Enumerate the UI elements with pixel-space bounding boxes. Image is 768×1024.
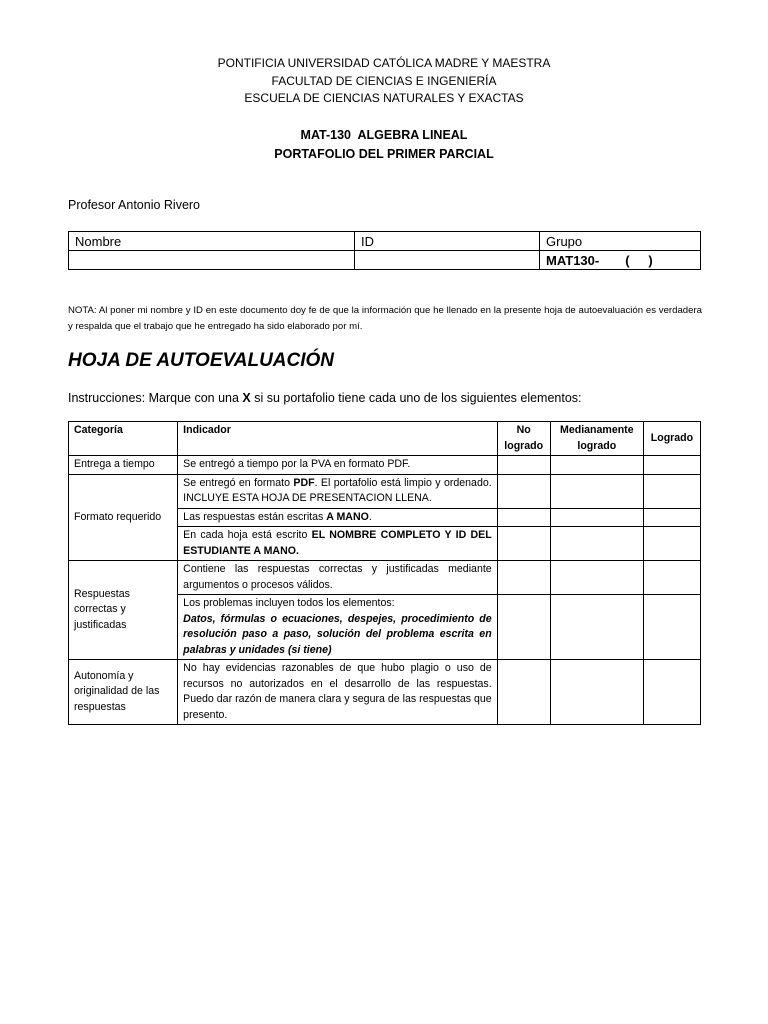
instructions-mark: X bbox=[242, 391, 251, 405]
check-no-achieved[interactable] bbox=[497, 456, 550, 475]
portfolio-title: PORTAFOLIO DEL PRIMER PARCIAL bbox=[274, 147, 494, 161]
page-title: HOJA DE AUTOEVALUACIÓN bbox=[68, 350, 335, 371]
check-no-achieved[interactable] bbox=[497, 660, 550, 725]
school-name: ESCUELA DE CIENCIAS NATURALES Y EXACTAS bbox=[244, 91, 524, 105]
check-medium[interactable] bbox=[550, 561, 643, 595]
header-medium: Medianamente logrado bbox=[550, 422, 643, 456]
check-achieved[interactable] bbox=[643, 474, 700, 508]
text-span: Se entregó en formato bbox=[183, 476, 294, 489]
check-achieved[interactable] bbox=[643, 660, 700, 725]
text-span-bold: PDF bbox=[293, 476, 315, 489]
indicator-answers-correct: Contiene las respuestas correctas y justificadas mediante argumentos o procesos válidos. bbox=[178, 561, 498, 595]
check-medium[interactable] bbox=[550, 595, 643, 660]
group-paren: ( ) bbox=[625, 252, 655, 268]
instructions-before: Instrucciones: Marque con una bbox=[68, 391, 243, 405]
check-medium[interactable] bbox=[550, 474, 643, 508]
faculty-name: FACULTAD DE CIENCIAS E INGENIERÍA bbox=[271, 73, 497, 88]
institution-header bbox=[0, 55, 768, 108]
professor-name: Profesor Antonio Rivero bbox=[68, 198, 201, 212]
header-indicator: Indicador bbox=[178, 422, 498, 456]
check-no-achieved[interactable] bbox=[497, 595, 550, 660]
check-achieved[interactable] bbox=[643, 508, 700, 527]
header-achieved: Logrado bbox=[643, 422, 700, 456]
category-answers: Respuestas correctas y justificadas bbox=[69, 561, 178, 660]
group-prefix: MAT130- bbox=[546, 252, 600, 268]
nota-text: NOTA: Al poner mi nombre y ID en este documento doy fe de que la información que he llenado en la presente hoja de autoevaluación es verdadera y respalda que el trabajo que he entregado ha sido elaborado por mí. bbox=[68, 305, 702, 332]
text-span: . bbox=[368, 510, 372, 523]
table-row bbox=[69, 561, 701, 595]
indicator-format-handwritten bbox=[178, 508, 498, 527]
name-label: Nombre bbox=[69, 232, 355, 251]
university-name: PONTIFICIA UNIVERSIDAD CATÓLICA MADRE Y MAESTRA bbox=[217, 56, 551, 70]
text-span: En cada hoja está escrito bbox=[183, 529, 312, 541]
indicator-answers-elements bbox=[178, 595, 498, 660]
student-id-table bbox=[68, 231, 701, 270]
text-span: Las respuestas están escritas bbox=[183, 510, 327, 523]
id-label: ID bbox=[355, 232, 540, 251]
header-no-achieved: No logrado bbox=[497, 422, 550, 456]
table-header-row bbox=[69, 422, 701, 456]
check-achieved[interactable] bbox=[643, 527, 700, 561]
text-span: . El portafolio está limpio y ordenado. INCLUYE ESTA HOJA DE PRESENTACION LLENA. bbox=[183, 476, 492, 504]
table-row bbox=[69, 456, 701, 475]
course-code: MAT-130 ALGEBRA LINEAL bbox=[300, 128, 468, 142]
group-field[interactable] bbox=[540, 251, 701, 270]
check-achieved[interactable] bbox=[643, 456, 700, 475]
check-no-achieved[interactable] bbox=[497, 508, 550, 527]
id-field[interactable] bbox=[355, 251, 540, 270]
category-format: Formato requerido bbox=[69, 474, 178, 561]
category-delivery: Entrega a tiempo bbox=[69, 456, 178, 475]
text-span-bold: EL NOMBRE COMPLETO Y ID DEL ESTUDIANTE A MANO. bbox=[183, 529, 492, 557]
check-no-achieved[interactable] bbox=[497, 561, 550, 595]
instructions bbox=[68, 391, 582, 405]
check-no-achieved[interactable] bbox=[497, 474, 550, 508]
text-span: Los problemas incluyen todos los elementos: bbox=[183, 597, 395, 609]
check-medium[interactable] bbox=[550, 508, 643, 527]
text-span-bold: A MANO bbox=[326, 510, 369, 523]
table-row bbox=[69, 474, 701, 508]
indicator-format-pdf bbox=[178, 474, 498, 508]
check-medium[interactable] bbox=[550, 456, 643, 475]
check-no-achieved[interactable] bbox=[497, 527, 550, 561]
text-span-bold-italic: Datos, fórmulas o ecuaciones, despejes, procedimiento de resolución paso a paso, solución del problema escrita en palabras y unidades (si tiene) bbox=[183, 612, 492, 656]
indicator-delivery: Se entregó a tiempo por la PVA en formato PDF. bbox=[178, 456, 498, 475]
indicator-format-name-id bbox=[178, 527, 498, 561]
course-heading bbox=[0, 126, 768, 164]
name-field[interactable] bbox=[69, 251, 355, 270]
check-achieved[interactable] bbox=[643, 561, 700, 595]
instructions-after: si su portafolio tiene cada uno de los siguientes elementos: bbox=[250, 391, 582, 405]
indicator-autonomy: No hay evidencias razonables de que hubo plagio o uso de recursos no autorizados en el desarrollo de las respuestas. Puedo dar razón de manera clara y segura de las respuestas que presento. bbox=[178, 660, 498, 725]
header-category: Categoría bbox=[69, 422, 178, 456]
table-row bbox=[69, 660, 701, 725]
check-achieved[interactable] bbox=[643, 595, 700, 660]
evaluation-table bbox=[68, 421, 701, 725]
check-medium[interactable] bbox=[550, 660, 643, 725]
group-label: Grupo bbox=[540, 232, 701, 251]
check-medium[interactable] bbox=[550, 527, 643, 561]
category-autonomy: Autonomía y originalidad de las respuestas bbox=[69, 660, 178, 725]
